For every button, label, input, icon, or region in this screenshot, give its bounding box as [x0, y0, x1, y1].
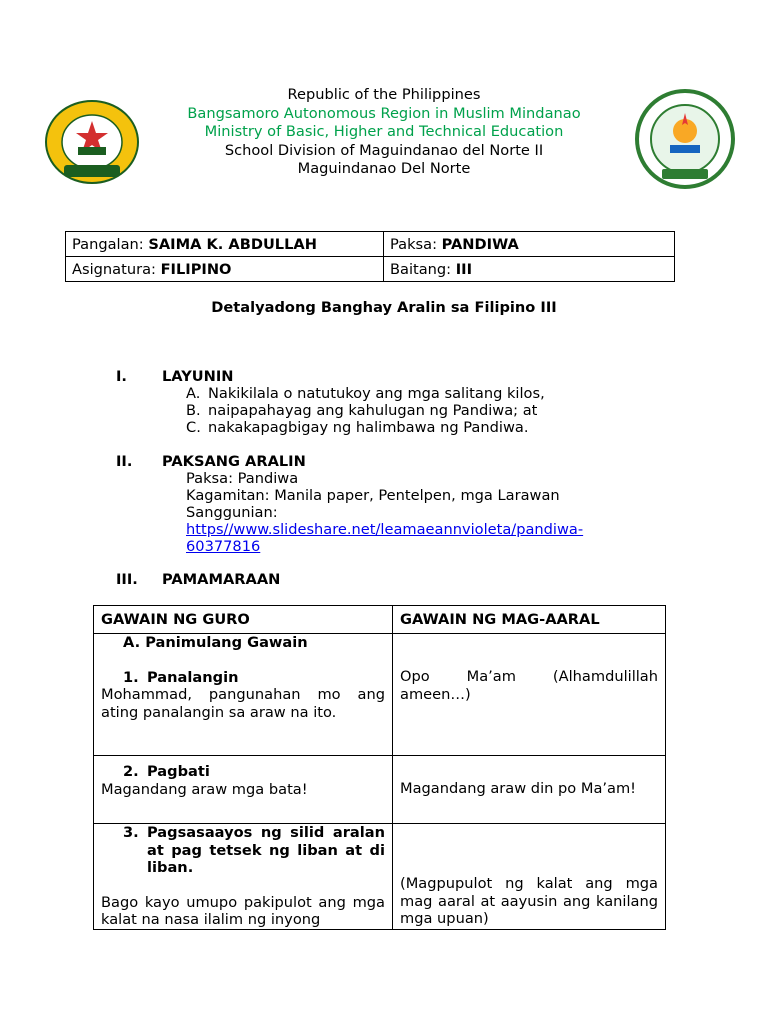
- teacher-cell: [94, 756, 393, 824]
- teacher-text: Mohammad, pangunahan mo ang ating panalangin sa araw na ito.: [101, 686, 385, 721]
- section-number: I.: [116, 368, 127, 385]
- name-cell: [66, 232, 384, 257]
- student-text: Magandang araw din po Ma’am!: [400, 780, 637, 797]
- step-title: [101, 669, 385, 687]
- step-title: [101, 763, 385, 781]
- student-column-header: GAWAIN NG MAG-AARAL: [393, 606, 666, 634]
- section-heading: LAYUNIN: [162, 368, 234, 385]
- part-heading: A. Panimulang Gawain: [123, 634, 308, 651]
- grade-value: III: [455, 260, 473, 278]
- student-text: Opo Ma’am (Alhamdulillah ameen…): [400, 668, 658, 703]
- teacher-cell: [94, 824, 393, 930]
- student-cell: [393, 824, 666, 930]
- objective-item: [186, 419, 528, 437]
- section-number: III.: [116, 571, 138, 588]
- step-title-text: Panalangin: [147, 668, 239, 686]
- grade-cell: [384, 257, 675, 282]
- procedure-table: [93, 605, 666, 930]
- section-heading: PAKSANG ARALIN: [162, 453, 306, 470]
- student-text: (Magpupulot ng kalat ang mga mag aaral at aayusin ang kanilang mga upuan): [400, 875, 658, 927]
- region-line: Bangsamoro Autonomous Region in Muslim Mindanao: [187, 104, 581, 122]
- teacher-text: Magandang araw mga bata!: [101, 780, 308, 798]
- ministry-line: Ministry of Basic, Higher and Technical Education: [204, 123, 564, 141]
- item-letter: A.: [186, 385, 201, 402]
- province-line: Maguindanao Del Norte: [297, 160, 471, 178]
- subject-cell: [66, 257, 384, 282]
- sanggunian-line: Sanggunian:: [186, 504, 278, 521]
- subject-label: Asignatura:: [72, 260, 156, 278]
- paksa-line: Paksa: Pandiwa: [186, 470, 299, 487]
- step-title-text: Pagsasaayos ng silid aralan at pag tetsek ng liban at di liban.: [147, 824, 385, 876]
- topic-label: Paksa:: [390, 235, 438, 253]
- document-header: [0, 86, 768, 179]
- item-letter: C.: [186, 419, 201, 436]
- teacher-cell: [94, 634, 393, 756]
- student-cell: [393, 756, 666, 824]
- teacher-column-header: GAWAIN NG GURO: [94, 606, 393, 634]
- grade-label: Baitang:: [390, 260, 452, 278]
- step-number: 1.: [123, 668, 139, 686]
- item-text: Nakikilala o natutukoy ang mga salitang kilos,: [208, 385, 545, 402]
- document-title: Detalyadong Banghay Aralin sa Filipino III: [211, 299, 557, 316]
- division-line: School Division of Maguindanao del Norte II: [224, 141, 544, 159]
- item-letter: B.: [186, 402, 201, 419]
- objective-item: [186, 402, 537, 420]
- teacher-text: Bago kayo umupo pakipulot ang mga kalat na nasa ilalim ng inyong: [101, 893, 385, 928]
- step-number: 2.: [123, 763, 139, 780]
- reference-link-continued[interactable]: 60377816: [186, 538, 261, 555]
- student-cell: [393, 634, 666, 756]
- objective-item: [186, 385, 545, 403]
- reference-link[interactable]: https//www.slideshare.net/leamaeannvioleta/pandiwa-: [186, 521, 584, 538]
- topic-cell: [384, 232, 675, 257]
- section-number: II.: [116, 453, 133, 470]
- section-layunin: [116, 368, 676, 438]
- section-paksang-aralin: [116, 453, 676, 558]
- section-pamamaraan: [116, 571, 676, 591]
- step-title-text: Pagbati: [147, 763, 210, 780]
- kagamitan-line: Kagamitan: Manila paper, Pentelpen, mga Larawan: [186, 487, 560, 504]
- info-table: [65, 231, 675, 282]
- item-text: naipapahayag ang kahulugan ng Pandiwa; at: [208, 402, 538, 419]
- topic-value: PANDIWA: [441, 235, 519, 253]
- republic-line: Republic of the Philippines: [287, 86, 481, 103]
- name-label: Pangalan:: [72, 235, 144, 253]
- step-title: [101, 824, 385, 877]
- section-heading: PAMAMARAAN: [162, 571, 281, 588]
- item-text: nakakapagbigay ng halimbawa ng Pandiwa.: [208, 419, 529, 436]
- subject-value: FILIPINO: [160, 260, 232, 278]
- name-value: SAIMA K. ABDULLAH: [148, 235, 317, 253]
- step-number: 3.: [123, 824, 139, 841]
